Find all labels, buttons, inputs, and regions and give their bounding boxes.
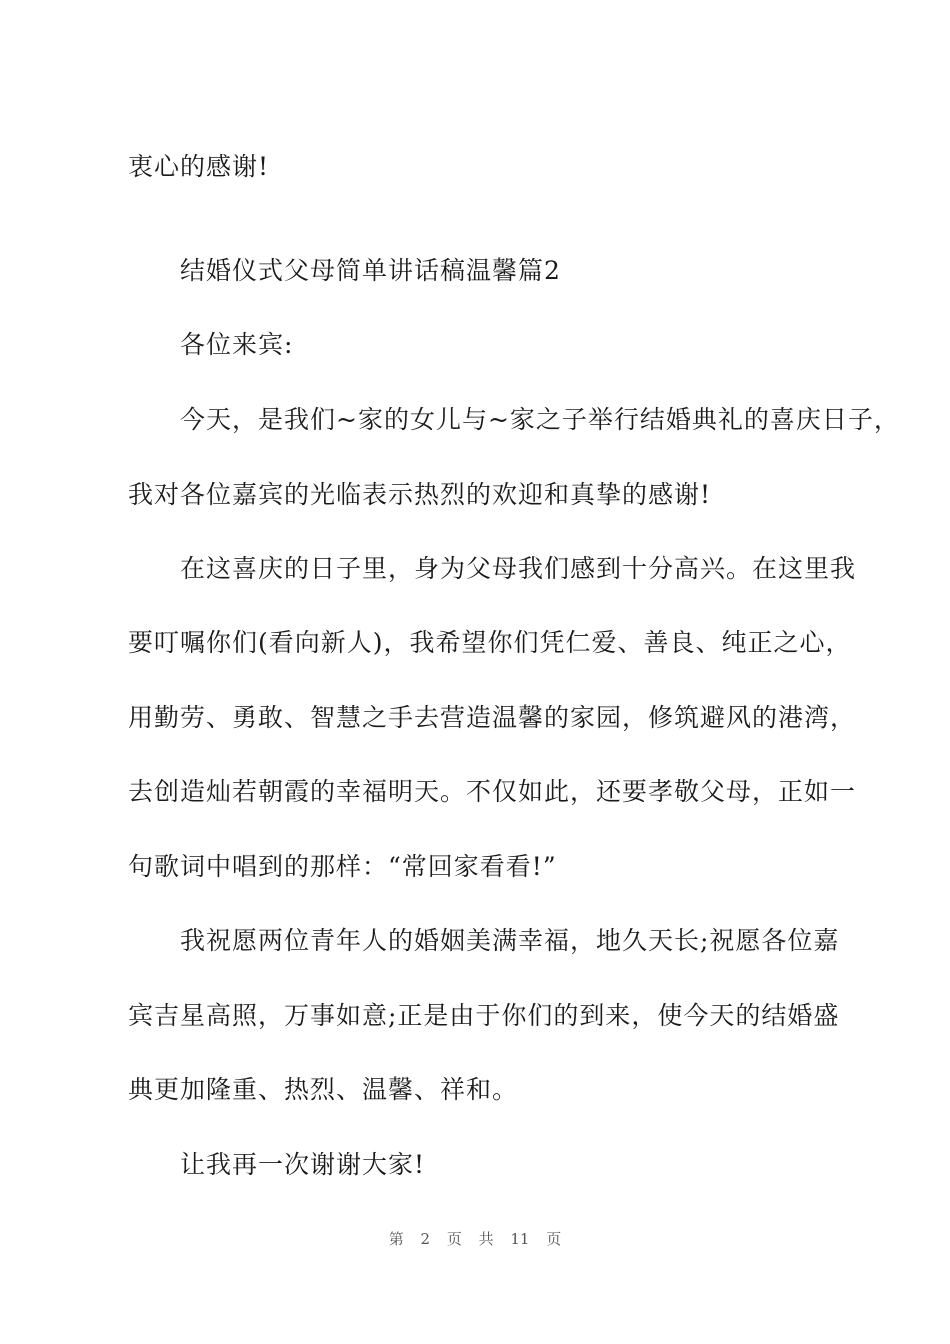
- closing-line: 让我再一次谢谢大家!: [180, 1150, 426, 1179]
- paragraph-line-11: 典更加隆重、热烈、温馨、祥和。: [128, 1075, 519, 1104]
- paragraph-line-4: 在这喜庆的日子里，身为父母我们感到十分高兴。在这里我: [180, 554, 857, 583]
- paragraph-line-10: 宾吉星高照，万事如意;正是由于你们的到来，使今天的结婚盛: [128, 1001, 840, 1030]
- page-number-footer: 第 2 页 共 11 页: [388, 1230, 562, 1248]
- salutation: 各位来宾:: [180, 330, 294, 359]
- paragraph-line-8: 句歌词中唱到的那样：“常回家看看!”: [128, 852, 557, 881]
- paragraph-line-3: 我对各位嘉宾的光临表示热烈的欢迎和真挚的感谢!: [128, 480, 712, 509]
- paragraph-line-5: 要叮嘱你们(看向新人)，我希望你们凭仁爱、善良、纯正之心，: [128, 628, 852, 657]
- paragraph-line-2: 今天，是我们~家的女儿与~家之子举行结婚典礼的喜庆日子，: [180, 405, 900, 434]
- paragraph-line-9: 我祝愿两位青年人的婚姻美满幸福，地久天长;祝愿各位嘉: [180, 926, 840, 955]
- paragraph-line-6: 用勤劳、勇敢、智慧之手去营造温馨的家园，修筑避风的港湾，: [128, 703, 857, 732]
- paragraph-line-7: 去创造灿若朝霞的幸福明天。不仅如此，还要孝敬父母，正如一: [128, 777, 857, 806]
- section-title: 结婚仪式父母简单讲话稿温馨篇2: [180, 256, 561, 285]
- paragraph-line-1: 衷心的感谢!: [128, 152, 270, 181]
